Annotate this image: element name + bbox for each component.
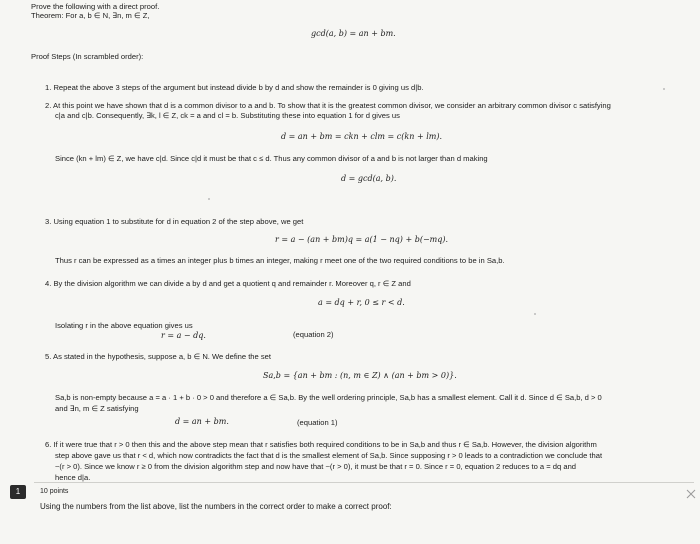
step-equation: r = a − (an + bm)q = a(1 − nq) + b(−mq).	[275, 235, 449, 244]
equation-tag: (equation 2)	[293, 330, 334, 339]
prompt-line: Prove the following with a direct proof.	[31, 2, 160, 11]
step-equation: d = an + bm = ckn + clm = c(kn + lm).	[281, 132, 442, 141]
step-text: Isolating r in the above equation gives us	[55, 321, 193, 330]
points-label: 10 points	[40, 488, 69, 495]
scan-speck	[534, 313, 536, 315]
equation-tag: (equation 1)	[297, 418, 338, 427]
step-text: 3. Using equation 1 to substitute for d in equation 2 of the step above, we get	[45, 217, 304, 226]
scan-speck	[663, 88, 665, 90]
step-equation: a = dq + r, 0 ≤ r < d.	[318, 298, 405, 307]
step-text: Since (kn + lm) ∈ Z, we have c|d. Since c|d it must be that c ≤ d. Thus any common divisor of a and b is not larger than d making	[55, 154, 488, 163]
expand-icon[interactable]	[686, 484, 696, 494]
step-text: Thus r can be expressed as a times an integer plus b times an integer, making r meet one of the two required conditions to be in Sa,b.	[55, 256, 505, 265]
step-equation: d = an + bm.	[175, 417, 229, 426]
theorem-equation: gcd(a, b) = an + bm.	[311, 29, 396, 38]
step-equation: r = a − dq.	[161, 331, 206, 340]
step-text: 5. As stated in the hypothesis, suppose a, b ∈ N. We define the set	[45, 352, 271, 361]
step-text: hence d|a.	[55, 473, 91, 482]
step-text: 6. If it were true that r > 0 then this and the above step mean that r satisfies both required conditions to be in Sa,b and thus r ∈ Sa,b. However, the division algorithm	[45, 440, 597, 449]
step-text: Sa,b is non-empty because a = a · 1 + b · 0 > 0 and therefore a ∈ Sa,b. By the well ordering principle, Sa,b has a smallest element. Call it d. Since d ∈ Sa,b, d > 0	[55, 393, 602, 402]
step-text: and ∃n, m ∈ Z satisfying	[55, 404, 139, 413]
question-instruction: Using the numbers from the list above, list the numbers in the correct order to make a correct proof:	[40, 502, 392, 511]
step-text: ~(r > 0). Since we know r ≥ 0 from the division algorithm step and now have that ~(r > 0), it must be that r = 0. Since r = 0, equation 2 reduces to a = dq and	[55, 462, 577, 471]
proof-steps-label: Proof Steps (In scrambled order):	[31, 52, 144, 61]
question-divider	[34, 482, 694, 483]
step-equation: Sa,b = {an + bm : (n, m ∈ Z) ∧ (an + bm > 0)}.	[263, 371, 457, 380]
theorem-line: Theorem: For a, b ∈ N, ∃n, m ∈ Z,	[31, 11, 150, 20]
step-text: 1. Repeat the above 3 steps of the argument but instead divide b by d and show the remainder is 0 giving us d|b.	[45, 83, 424, 92]
question-number-badge: 1	[10, 485, 26, 499]
step-equation: d = gcd(a, b).	[341, 174, 397, 183]
scan-speck	[208, 198, 210, 200]
step-text: step above gave us that r < d, which now contradicts the fact that d is the smallest element of Sa,b. Since supposing r > 0 leads to a contradiction we conclude that	[55, 451, 603, 460]
step-text: 2. At this point we have shown that d is a common divisor to a and b. To show that it is the greatest common divisor, we consider an arbitrary common divisor c satisfying	[45, 101, 611, 110]
step-text: 4. By the division algorithm we can divide a by d and get a quotient q and remainder r. Moreover q, r ∈ Z and	[45, 279, 411, 288]
step-text: c|a and c|b. Consequently, ∃k, l ∈ Z, ck = a and cl = b. Substituting these into equation 1 for d gives us	[55, 111, 400, 120]
